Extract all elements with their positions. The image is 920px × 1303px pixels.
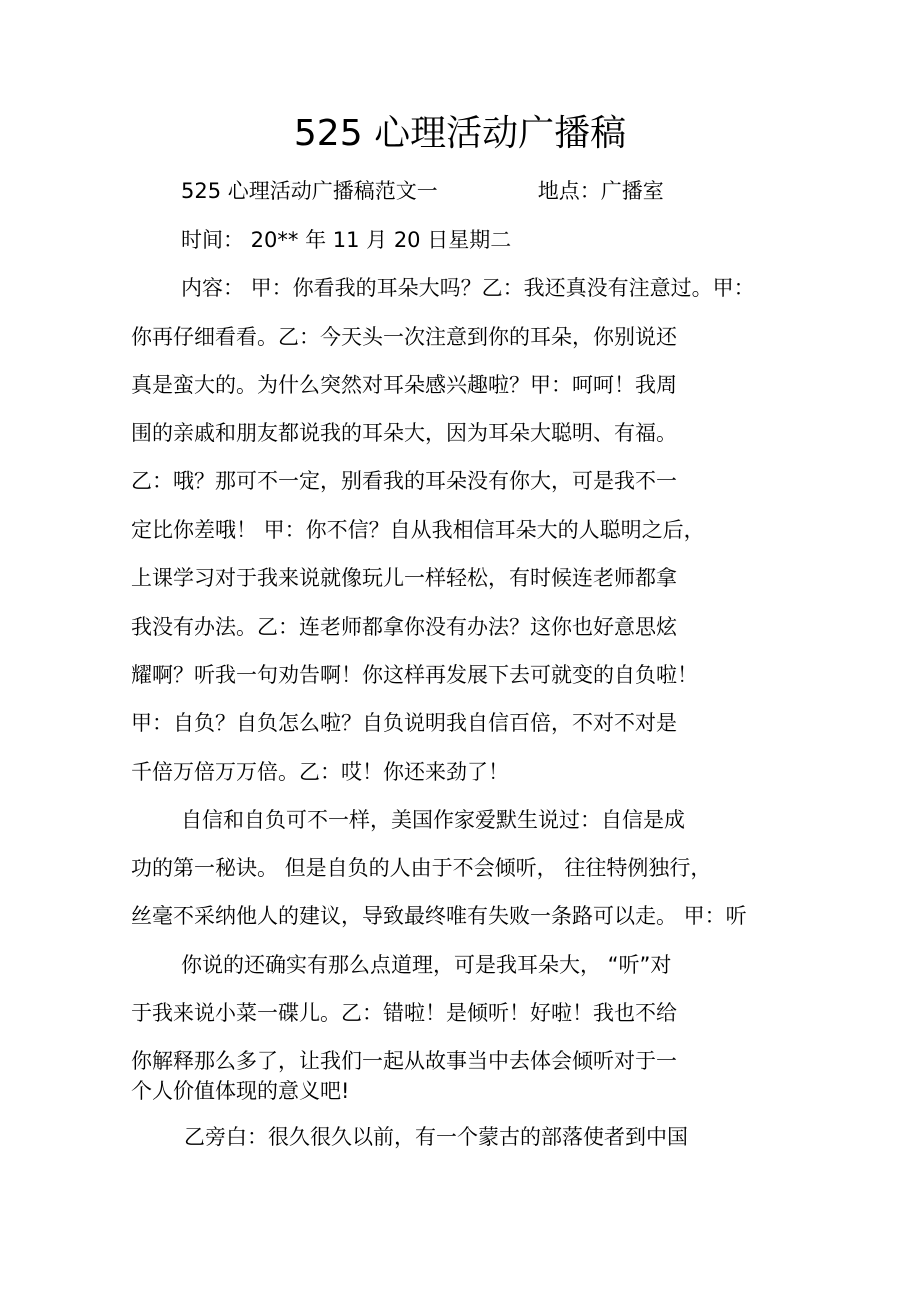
paragraph-line: 千倍万倍万万倍。乙：哎！你还来劲了！ <box>131 760 509 784</box>
paragraph-line: 自信和自负可不一样，美国作家爱默生说过：自信是成 <box>181 808 685 832</box>
paragraph-line: 乙：哦？那可不一定，别看我的耳朵没有你大，可是我不一 <box>131 469 677 493</box>
paragraph-line: 乙旁白：很久很久以前，有一个蒙古的部落使者到中国 <box>184 1125 688 1149</box>
document-location: 地点：广播室 <box>537 179 664 203</box>
paragraph-line: 时间： 20** 年 11 月 20 日星期二 <box>181 228 512 252</box>
paragraph-line: 你再仔细看看。乙：今天头一次注意到你的耳朵，你别说还 <box>131 325 677 349</box>
paragraph-line: 真是蛮大的。为什么突然对耳朵感兴趣啦？甲：呵呵！我周 <box>131 373 677 397</box>
paragraph-line: 定比你差哦！ 甲：你不信？自从我相信耳朵大的人聪明之后， <box>131 518 705 542</box>
paragraph-line: 内容： 甲：你看我的耳朵大吗？乙：我还真没有注意过。甲： <box>181 276 755 300</box>
paragraph-line: 我没有办法。乙：连老师都拿你没有办法？这你也好意思炫 <box>131 615 677 639</box>
paragraph-line: 你解释那么多了，让我们一起从故事当中去体会倾听对于一 <box>131 1049 677 1073</box>
paragraph-line: 功的第一秘诀。 但是自负的人由于不会倾听， 往往特例独行， <box>131 856 712 880</box>
paragraph-line: 上课学习对于我来说就像玩儿一样轻松，有时候连老师都拿 <box>131 566 677 590</box>
document-subtitle: 525 心理活动广播稿范文一 <box>181 179 438 203</box>
document-title: 525 心理活动广播稿 <box>293 113 627 154</box>
paragraph-line: 于我来说小菜一碟儿。乙：错啦！是倾听！好啦！我也不给 <box>131 1001 677 1025</box>
paragraph-line: 个人价值体现的意义吧! <box>131 1079 350 1103</box>
paragraph-line: 丝毫不采纳他人的建议，导致最终唯有失败一条路可以走。 甲：听 <box>131 904 747 928</box>
paragraph-line: 耀啊？听我一句劝告啊！你这样再发展下去可就变的自负啦！ <box>131 663 698 687</box>
paragraph-line: 围的亲戚和朋友都说我的耳朵大，因为耳朵大聪明、有福。 <box>131 421 677 445</box>
paragraph-line: 甲：自负？自负怎么啦？自负说明我自信百倍，不对不对是 <box>131 711 677 735</box>
paragraph-line: 你说的还确实有那么点道理，可是我耳朵大， “听”对 <box>181 953 672 977</box>
subtitle-row <box>181 176 664 206</box>
